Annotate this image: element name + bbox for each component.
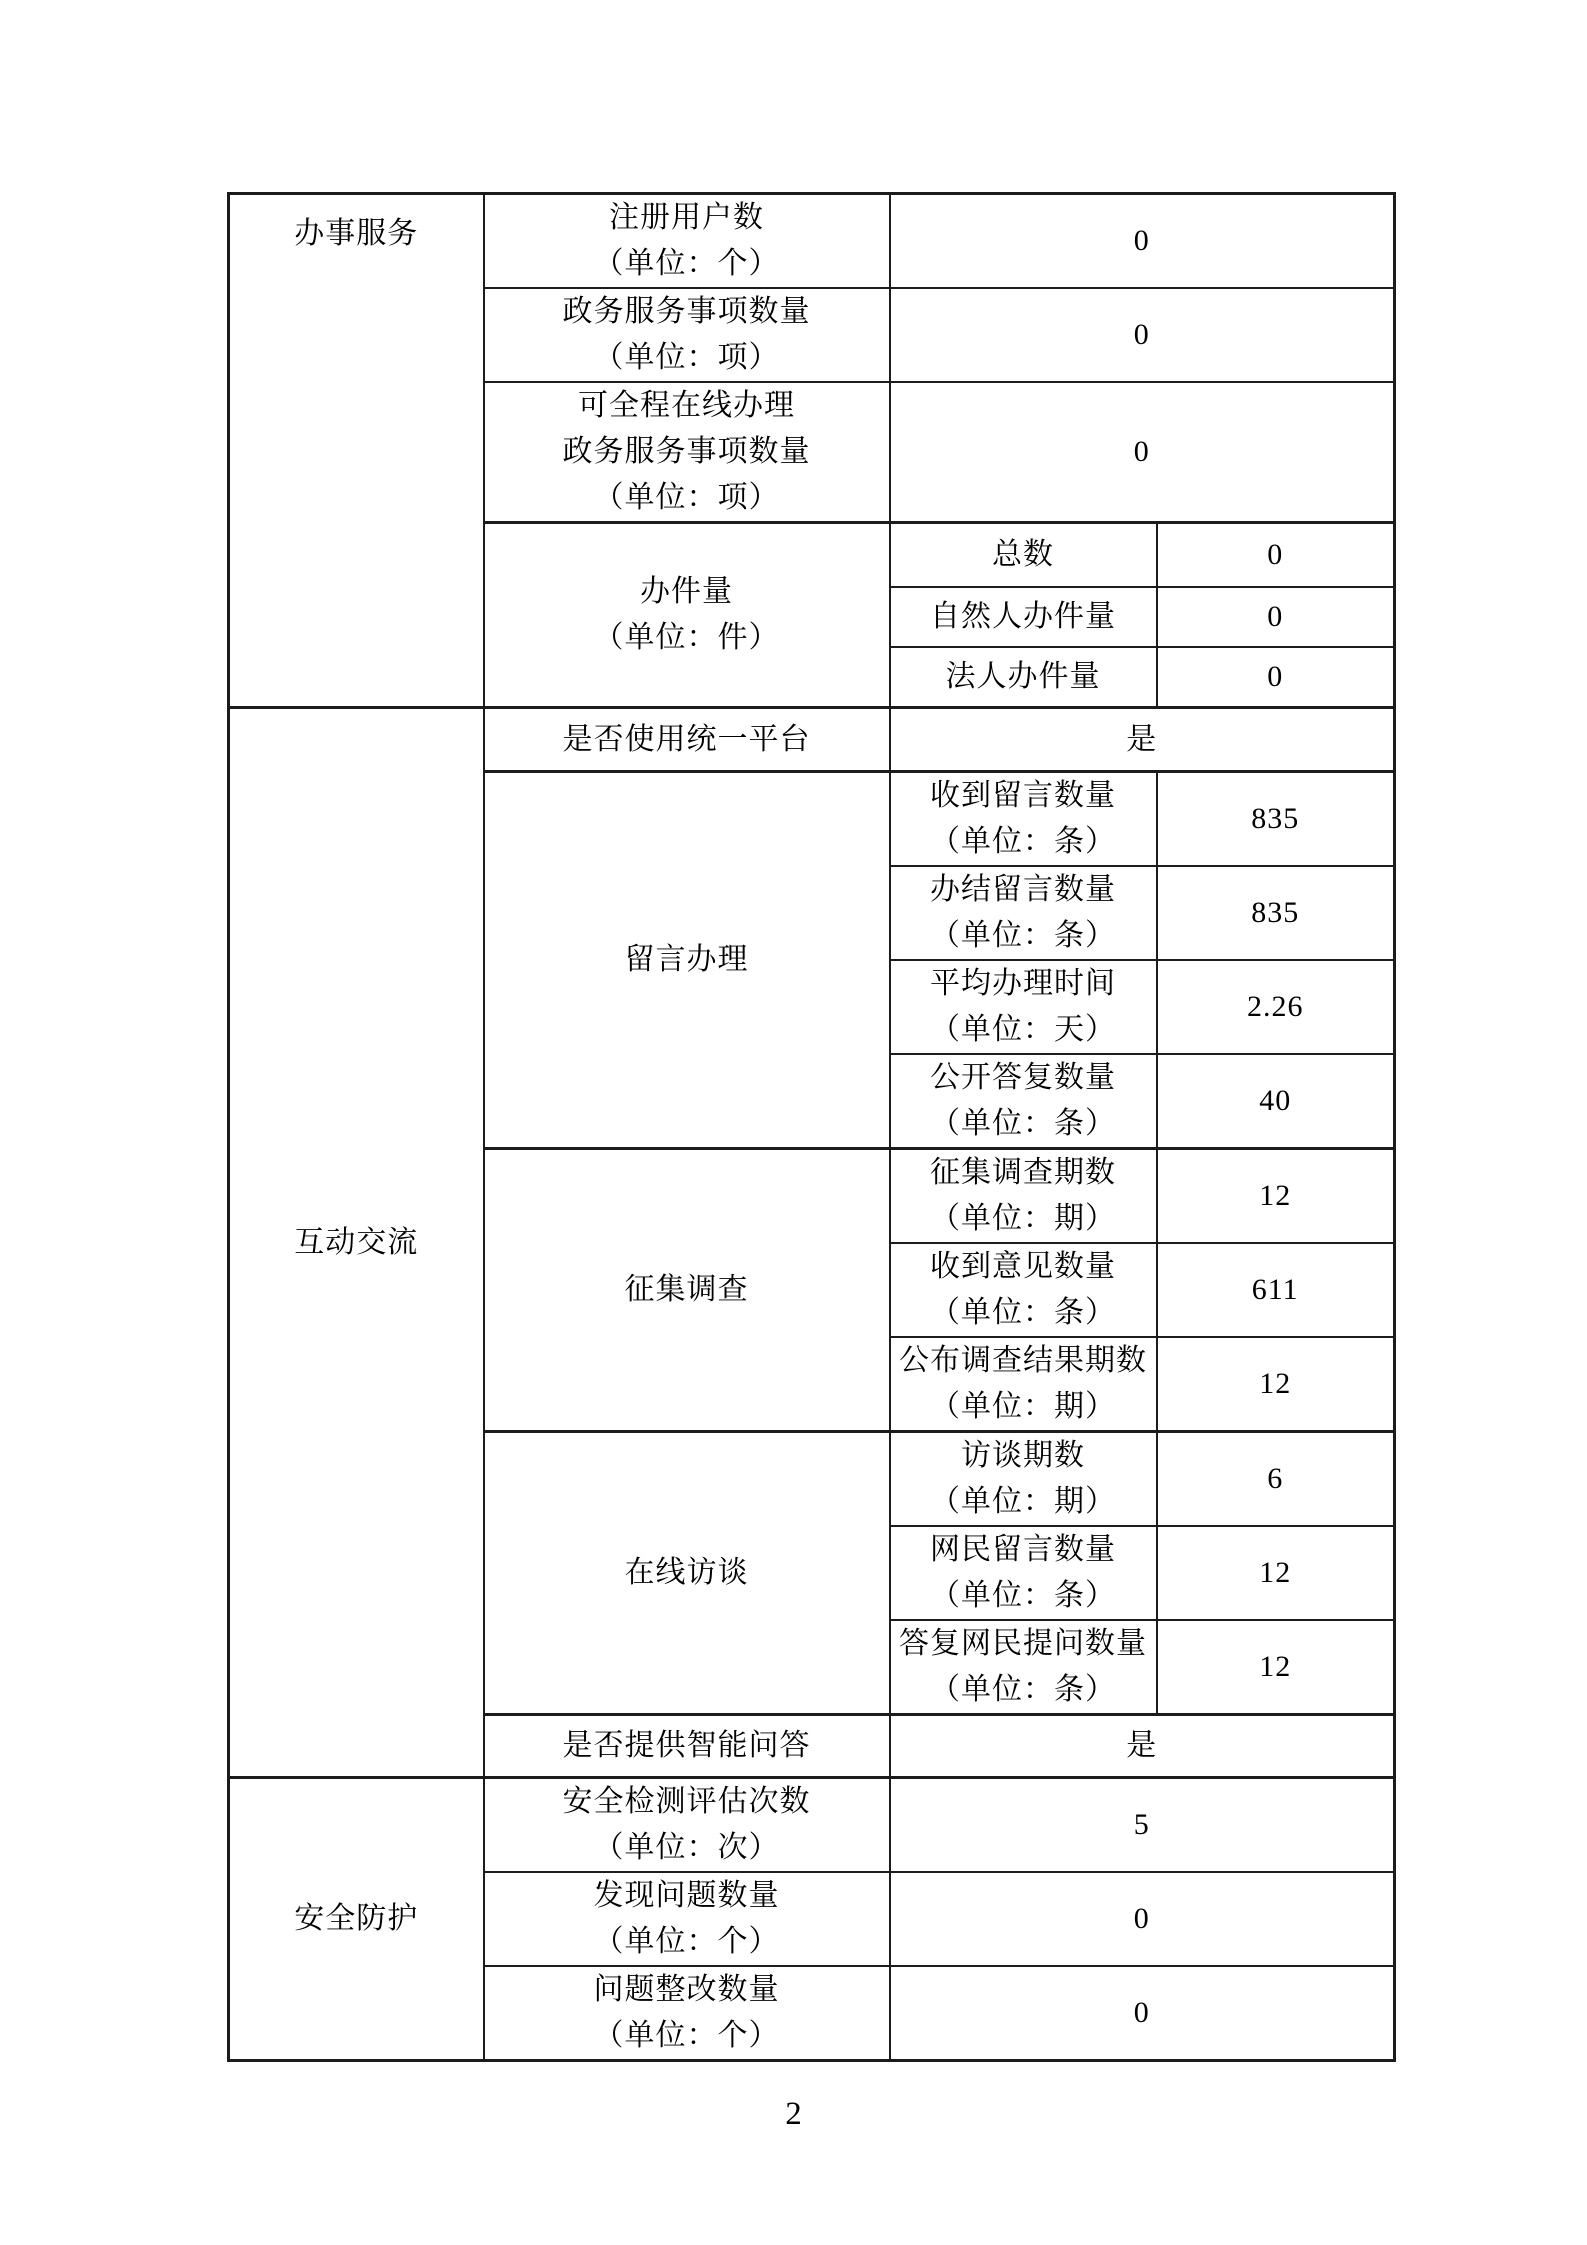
- subitem-value-cell: 6: [1157, 1432, 1395, 1527]
- label-line: 注册用户数: [609, 201, 764, 234]
- label-line: （单位：条）: [930, 1579, 1116, 1612]
- label-line: （单位：项）: [593, 481, 780, 514]
- label-line: 可全程在线办理: [578, 389, 795, 422]
- label-line: 征集调查期数: [930, 1156, 1116, 1189]
- item-label-cell: [484, 708, 890, 772]
- label-line: （单位：个）: [593, 1925, 780, 1958]
- label-line: 政务服务事项数量: [562, 295, 811, 328]
- subitem-value-cell: 12: [1157, 1620, 1395, 1715]
- label-line: （单位：条）: [930, 919, 1116, 952]
- item-value-cell: 是: [890, 708, 1395, 772]
- label-line: 公开答复数量: [930, 1061, 1116, 1094]
- item-value-cell: 5: [890, 1778, 1395, 1873]
- label-line: （单位：个）: [593, 247, 780, 280]
- subitem-value-cell: 2.26: [1157, 960, 1395, 1054]
- subitem-label-cell: [890, 1337, 1157, 1432]
- section-label-hudongjiaoliu: [229, 708, 484, 1778]
- item-label-cell: [484, 1966, 890, 2061]
- subitem-value-cell: 12: [1157, 1337, 1395, 1432]
- subitem-label-cell: [890, 1149, 1157, 1244]
- item-value-cell: 0: [890, 382, 1395, 523]
- item-label-cell: [484, 194, 890, 289]
- subitem-label-cell: [890, 866, 1157, 960]
- label-line: 访谈期数: [961, 1439, 1085, 1472]
- label-line: 收到留言数量: [930, 779, 1116, 812]
- section-label-anquanfanghu: [229, 1778, 484, 2061]
- item-label-cell-liuyanbanli: [484, 772, 890, 1149]
- label-line: （单位：条）: [930, 1296, 1116, 1329]
- subitem-value-cell: 835: [1157, 772, 1395, 867]
- label-line: 平均办理时间: [930, 967, 1116, 1000]
- subitem-label-cell: [890, 1054, 1157, 1149]
- label-line: （单位：件）: [593, 621, 780, 654]
- label-line: 公布调查结果期数: [899, 1344, 1147, 1377]
- label-line: （单位：条）: [930, 1673, 1116, 1706]
- table-row: [229, 708, 1395, 772]
- subitem-value-cell: 0: [1157, 587, 1395, 647]
- label-line: 办件量: [640, 575, 733, 608]
- item-label-cell-zhengjidiaocha: [484, 1149, 890, 1432]
- label-line: （单位：天）: [930, 1013, 1116, 1046]
- label-line: （单位：次）: [593, 1831, 780, 1864]
- label-line: （单位：条）: [930, 1107, 1116, 1140]
- table-row: [229, 1778, 1395, 1873]
- subitem-label-cell: [890, 1243, 1157, 1337]
- item-label-cell: [484, 382, 890, 523]
- label-line: 网民留言数量: [930, 1533, 1116, 1566]
- label-line: 在线访谈: [624, 1556, 749, 1589]
- label-line: 总数: [992, 537, 1054, 571]
- item-label-cell-banjianliang: [484, 523, 890, 708]
- label-line: 问题整改数量: [593, 1973, 780, 2006]
- item-label-cell: [484, 1715, 890, 1778]
- subitem-label-cell: [890, 960, 1157, 1054]
- table-row: [229, 194, 1395, 289]
- label-line: 安全检测评估次数: [562, 1785, 811, 1818]
- subitem-label-cell: [890, 1620, 1157, 1715]
- label-line: （单位：个）: [593, 2019, 780, 2052]
- page-number: 2: [785, 2096, 802, 2132]
- item-label-cell: [484, 1778, 890, 1873]
- label-line: 留言办理: [624, 943, 749, 976]
- statistics-table: [227, 192, 1396, 2062]
- subitem-label-cell: [890, 1432, 1157, 1527]
- subitem-value-cell: 12: [1157, 1149, 1395, 1244]
- item-label-cell-zaixianfangtan: [484, 1432, 890, 1715]
- subitem-value-cell: 0: [1157, 647, 1395, 708]
- label-line: （单位：条）: [930, 825, 1116, 858]
- label-line: 征集调查: [624, 1273, 749, 1306]
- subitem-label-cell: [890, 523, 1157, 587]
- subitem-label-cell: [890, 587, 1157, 647]
- label-line: 是否使用统一平台: [562, 722, 811, 756]
- subitem-value-cell: 40: [1157, 1054, 1395, 1149]
- item-value-cell: 0: [890, 1966, 1395, 2061]
- label-line: 办结留言数量: [930, 873, 1116, 906]
- subitem-label-cell: [890, 772, 1157, 867]
- subitem-value-cell: 12: [1157, 1526, 1395, 1620]
- label-line: 是否提供智能问答: [562, 1729, 811, 1762]
- section-label-banshifuwu: [229, 194, 484, 708]
- label-line: 收到意见数量: [930, 1250, 1116, 1283]
- item-label-cell: [484, 288, 890, 382]
- subitem-label-cell: [890, 1526, 1157, 1620]
- item-value-cell: 0: [890, 194, 1395, 289]
- subitem-value-cell: 835: [1157, 866, 1395, 960]
- item-label-cell: [484, 1872, 890, 1966]
- label-line: 发现问题数量: [593, 1879, 780, 1912]
- label-line: 自然人办件量: [930, 599, 1116, 633]
- section-label-text: 安全防护: [294, 1902, 419, 1935]
- label-line: （单位：期）: [930, 1485, 1116, 1518]
- section-label-text: 互动交流: [294, 1225, 419, 1259]
- label-line: 政务服务事项数量: [562, 435, 811, 468]
- label-line: 答复网民提问数量: [899, 1627, 1147, 1660]
- item-value-cell: 0: [890, 288, 1395, 382]
- item-value-cell: 是: [890, 1715, 1395, 1778]
- subitem-value-cell: 0: [1157, 523, 1395, 587]
- item-value-cell: 0: [890, 1872, 1395, 1966]
- label-line: （单位：期）: [930, 1390, 1116, 1423]
- label-line: （单位：期）: [930, 1202, 1116, 1235]
- subitem-value-cell: 611: [1157, 1243, 1395, 1337]
- label-line: （单位：项）: [593, 341, 780, 374]
- section-label-text: 办事服务: [294, 217, 419, 250]
- subitem-label-cell: [890, 647, 1157, 708]
- label-line: 法人办件量: [945, 659, 1101, 693]
